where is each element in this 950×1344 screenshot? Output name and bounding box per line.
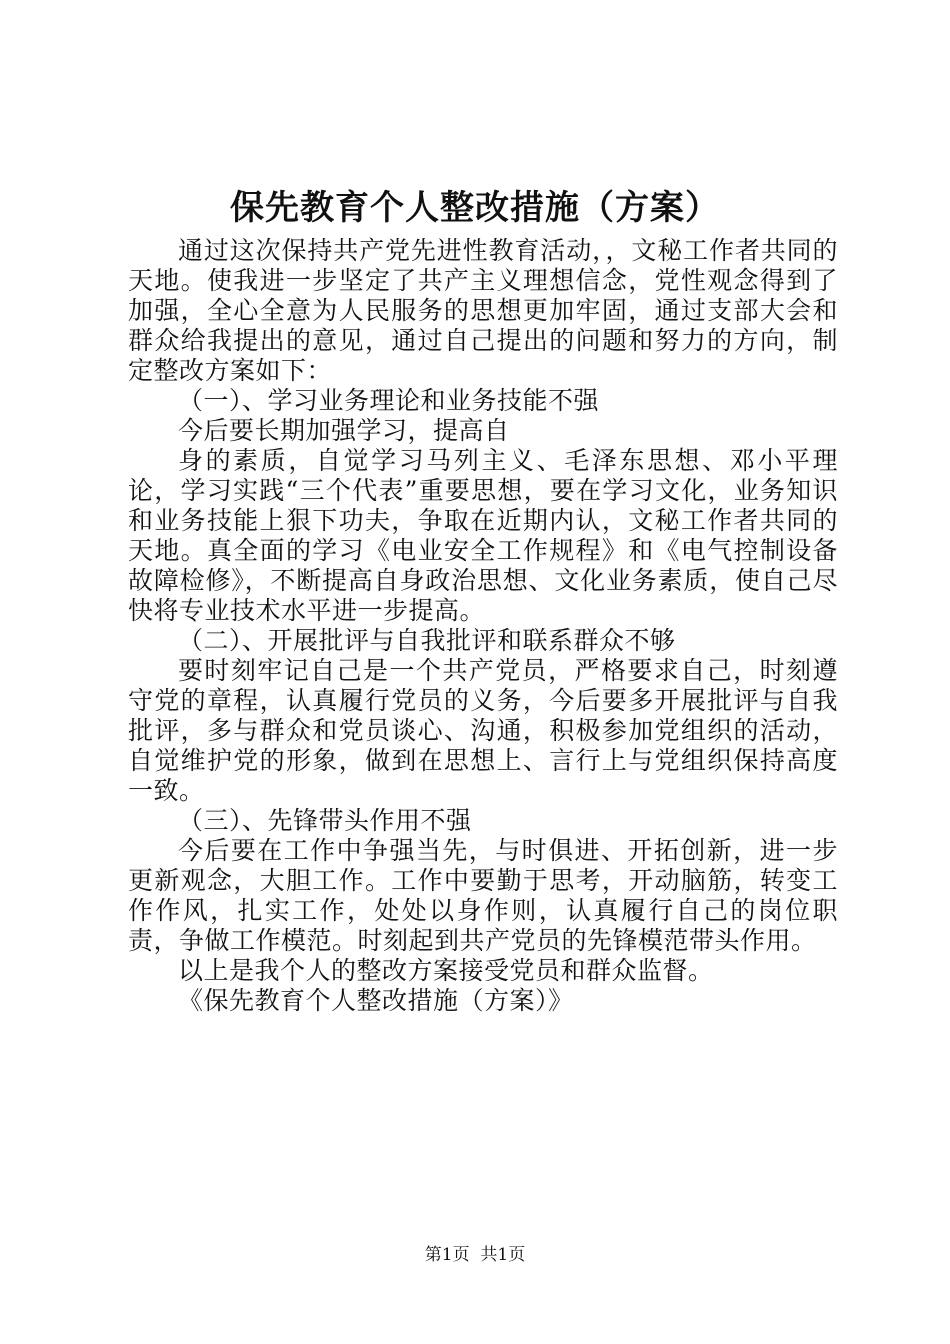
section-2-paragraph: 要时刻牢记自己是一个共产党员，严格要求自己，时刻遵守党的章程，认真履行党员的义务，今后要多开展批评与自我批评，多与群众和党员谈心、沟通，积极参加党组织的活动，自觉维护党的形象，做到在思想上、言行上与党组织保持高度一致。 [128,656,838,805]
document-title: 保先教育个人整改措施（方案） [230,188,720,228]
document-reference: 《保先教育个人整改措施（方案）》 [178,986,574,1015]
section-1-paragraph: 身的素质，自觉学习马列主义、毛泽东思想、邓小平理论，学习实践“三个代表”重要思想，要在学习文化，业务知识和业务技能上狠下功夫，争取在近期内认，文秘工作者共同的天地。真全面的学习《电业安全工作规程》和《电气控制设备故障检修》，不断提高自身政治思想、文化业务素质，使自己尽快将专业技术水平进一步提高。 [128,446,838,625]
section-heading-1: （一）、学习业务理论和业务技能不强 [178,386,600,415]
section-1-lead: 今后要长期加强学习，提高自 [178,416,510,445]
closing-paragraph: 以上是我个人的整改方案接受党员和群众监督。 [178,956,714,985]
page-footer [0,1244,950,1266]
document-body [128,236,838,1016]
section-heading-2: （二）、开展批评与自我批评和联系群众不够 [178,626,676,655]
section-heading-3: （三）、先锋带头作用不强 [178,806,472,835]
section-3-paragraph: 今后要在工作中争强当先，与时俱进、开拓创新，进一步更新观念，大胆工作。工作中要勤于思考，开动脑筋，转变工作作风，扎实工作，处处以身作则，认真履行自己的岗位职责，争做工作模范。时刻起到共产党员的先锋模范带头作用。 [128,836,838,955]
page-number: 第1页 共1页 [424,1245,526,1265]
intro-paragraph: 通过这次保持共产党先进性教育活动，，文秘工作者共同的天地。使我进一步坚定了共产主义理想信念，党性观念得到了加强，全心全意为人民服务的思想更加牢固，通过支部大会和群众给我提出的意见，通过自己提出的问题和努力的方向，制定整改方案如下： [128,236,838,385]
